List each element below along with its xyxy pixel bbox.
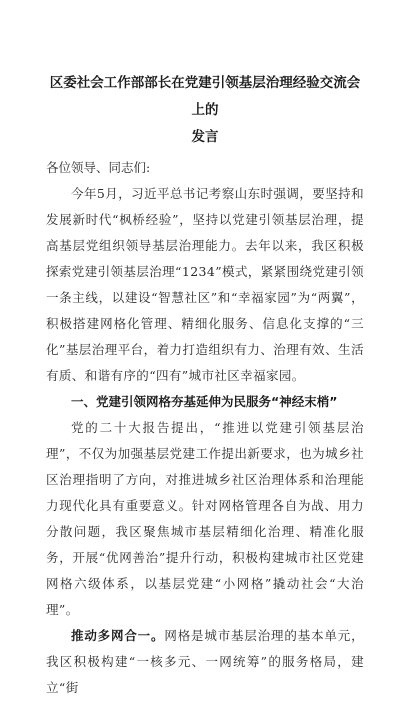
paragraph-3	[46, 623, 364, 701]
salutation: 各位领导、同志们:	[46, 160, 151, 175]
document-title-line1: 区委社会工作部部长在党建引领基层治理经验交流会上的	[49, 75, 361, 118]
section-heading-1: 一、党建引领网格夯基延伸为民服务“神经末梢”	[71, 394, 338, 409]
document-title-line2: 发言	[191, 129, 219, 145]
paragraph-1: 今年5月，习近平总书记考察山东时强调，要坚持和发展新时代“枫桥经验”，坚持以党建引领基层治理，提高基层党组织领导基层治理能力。去年以来，我区积极探索党建引领基层治理“1234”模式，紧紧围绕党建引领一条主线，以建设“智慧社区”和“幸福家园”为“两翼”，积极搭建网格化管理、精细化服务、信息化支撑的“三化”基层治理平台，着力打造组织有力、治理有效、生活有质、和谐有序的“四有”城市社区幸福家园。	[46, 186, 364, 383]
paragraph-3-lead: 推动多网合一。	[71, 628, 165, 643]
paragraph-3-text: 网格是城市基层治理的基本单元，我区积极构建“一核多元、一网统筹”的服务格局，建立“街	[46, 628, 364, 695]
paragraph-2: 党的二十大报告提出，“推进以党建引领基层治理”，不仅为加强基层党建工作提出新要求，也为城乡社区治理指明了方向，对推进城乡社区治理体系和治理能力现代化具有重要意义。针对网格管理各自为战、用力分散问题，我区聚焦城市基层精细化治理、精准化服务，开展“优网善治”提升行动，积极构建城市社区党建网格六级体系，以基层党建“小网格”撬动社会“大治理”。	[46, 420, 364, 617]
